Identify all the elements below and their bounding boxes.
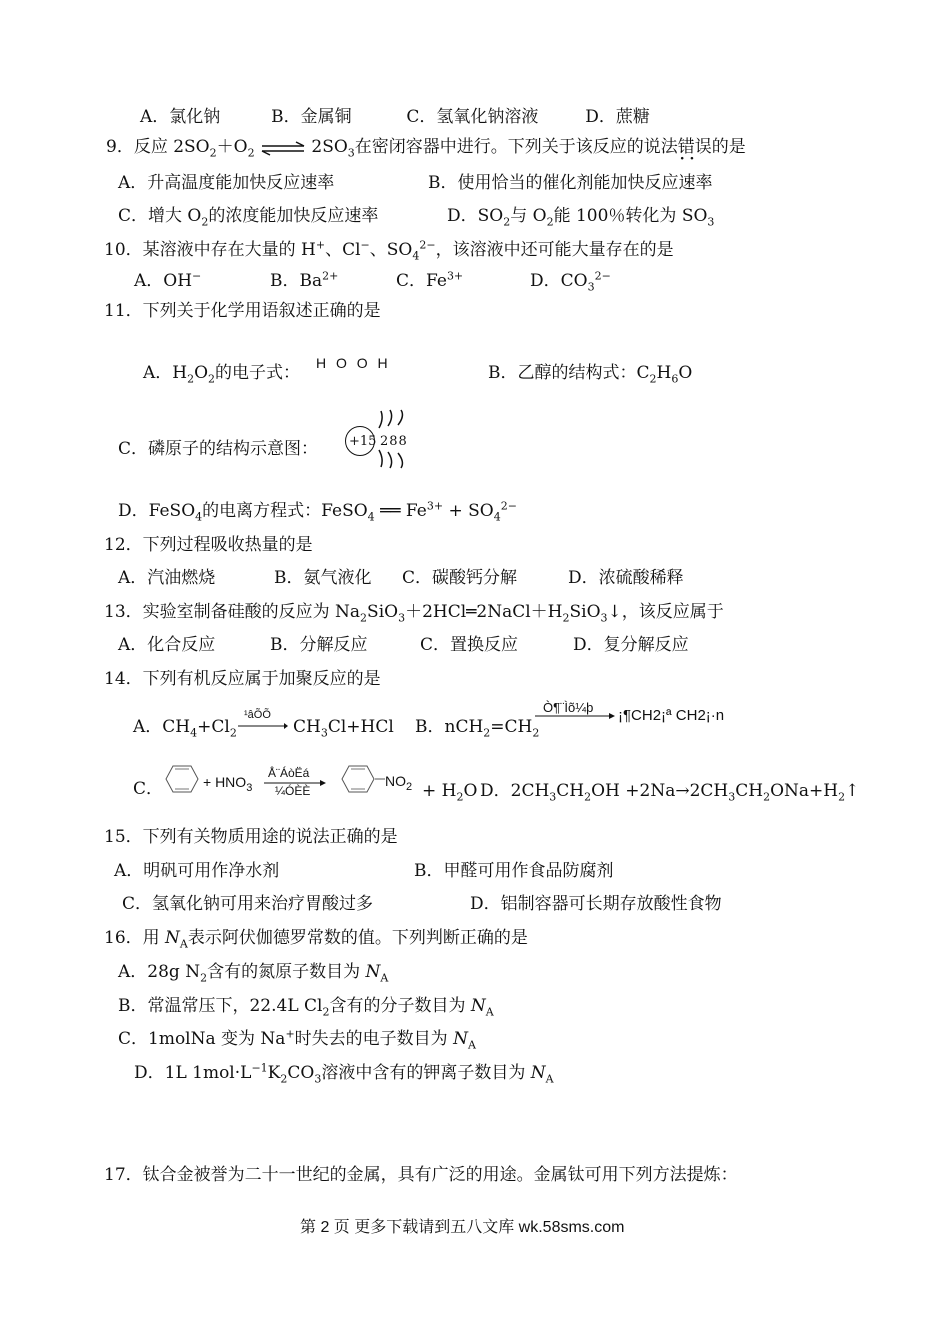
q14-c-arrow-top: Å¨ÁòËá — [268, 766, 310, 780]
nucleus-charge: +15 — [349, 434, 377, 449]
q13-option-a: A．化合反应 — [118, 635, 216, 655]
q10-option-c: C．$Fe^{3+}$ — [396, 269, 464, 291]
q9-option-b: B．使用恰当的催化剂能加快反应速率 — [428, 173, 713, 193]
q14-a-product: $CH_3Cl+HCl$ — [293, 717, 394, 740]
q8-option-a: A．氯化钠 — [140, 107, 221, 127]
q8-option-b: B．金属铜 — [271, 107, 352, 127]
q8-option-d: D．蔗糖 — [585, 107, 650, 127]
q10-stem: 10．某溶液中存在大量的 H+、Cl−、$SO_4^{2-}$，该溶液中还可能大量存在的是 — [104, 238, 674, 263]
q14-b-arrow-label: Ò¶¨Ìõ¼þ — [543, 700, 594, 715]
q12-option-b: B．氨气液化 — [274, 568, 372, 588]
q10-option-b: B．$Ba^{2+}$ — [270, 269, 339, 291]
q11-stem: 11．下列关于化学用语叙述正确的是 — [104, 301, 381, 321]
q12-option-a: A．汽油燃烧 — [118, 568, 216, 588]
q11-option-b: B．乙醇的结构式：$C_2H_6O$ — [488, 363, 693, 386]
benzene-ring-icon — [165, 765, 199, 793]
q12-option-c: C．碳酸钙分解 — [402, 568, 518, 588]
electron-shells: 288 — [380, 434, 408, 449]
q15-stem: 15．下列有关物质用途的说法正确的是 — [104, 827, 398, 847]
q9-stem: 9．反应 $2SO_2+O_2$ $2SO_3$在密闭容器中进行。下列关于该反应的说法错误 · ·的是 — [106, 136, 746, 158]
page-footer: 第 2 页 更多下载请到五八文库 wk.58sms.com — [300, 1219, 625, 1236]
q12-option-d: D．浓硫酸稀释 — [568, 568, 684, 588]
q16-option-c: C．1molNa 变为 Na+时失去的电子数目为 $N_A$ — [118, 1027, 476, 1052]
bond-line-icon — [375, 777, 385, 781]
q13-option-d: D．复分解反应 — [573, 635, 689, 655]
q11-option-a: A．$H_2O_2$的电子式： — [143, 363, 301, 386]
q14-option-a: A．$CH_4+Cl_2$ — [133, 717, 237, 740]
q13-option-c: C．置换反应 — [420, 635, 519, 655]
q15-option-b: B．甲醛可用作食品防腐剂 — [414, 861, 614, 881]
q14-option-d: D．$2CH_3CH_2OH$ $+2Na\to 2CH_3CH_2ONa+H_2↑$ — [480, 781, 860, 804]
q16-stem: 16．用 $N_A$表示阿伏伽德罗常数的值。下列判断正确的是 — [104, 928, 528, 951]
h2o2-electron-formula: H O O H — [316, 355, 391, 371]
q14-option-b: B．$nCH_2=CH_2$ — [415, 717, 540, 740]
q14-a-arrow-label: ¹âÕÕ — [244, 709, 271, 721]
q14-option-c-label: C． — [133, 779, 164, 799]
q14-b-product: ¡¶CH2¡ª CH2¡·n — [618, 707, 725, 724]
q14-c-arrow-bottom: ¼ÓÈÈ — [275, 784, 311, 798]
q16-option-b: B．常温常压下，22.4L $Cl_2$含有的分子数目为 $N_A$ — [118, 996, 494, 1019]
q14-c-reagent: + $HNO_3$ — [203, 774, 253, 794]
q10-option-d: D．$CO_3^{2-}$ — [530, 269, 611, 294]
q13-stem: 13．实验室制备硅酸的反应为 $Na_2SiO_3+2HCl═2NaCl+H_2SiO_3↓$，该反应属于 — [104, 602, 724, 625]
q15-option-a: A．明矾可用作净水剂 — [114, 861, 280, 881]
q8-option-c: C．氢氧化钠溶液 — [406, 107, 539, 127]
q9-option-c: C．增大 $O_2$的浓度能加快反应速率 — [118, 206, 379, 229]
q14-c-water: + $H_2O$ — [422, 781, 478, 804]
q11-option-c: C．磷原子的结构示意图： — [118, 439, 319, 459]
q9-option-d: D．$SO_2$与 $O_2$能 100％转化为 $SO_3$ — [447, 206, 715, 229]
q14-stem: 14．下列有机反应属于加聚反应的是 — [104, 669, 381, 689]
benzene-ring-icon — [341, 765, 375, 793]
q14-c-product: $NO_2$ — [385, 773, 413, 793]
q15-option-c: C．氢氧化钠可用来治疗胃酸过多 — [122, 894, 374, 914]
q10-option-a: A．OH− — [134, 269, 202, 291]
q9-option-a: A．升高温度能加快反应速率 — [118, 173, 335, 193]
q16-option-d: D．1L $1mol\cdot L^{-1}K_2CO_3$溶液中含有的钾离子数目为 $N_A$ — [134, 1061, 554, 1086]
shell-arcs-icon — [375, 410, 415, 470]
q8-options — [140, 106, 650, 128]
q15-option-d: D．铝制容器可长期存放酸性食物 — [470, 894, 722, 914]
q11-option-d: D．FeSO$_4$的电离方程式：FeSO$_4$ ══ $Fe^{3+} + SO_4^{2-}$ — [118, 499, 517, 524]
equilibrium-arrow-icon — [260, 141, 306, 155]
q13-option-b: B．分解反应 — [270, 635, 368, 655]
q16-option-a: A．28g $N_2$含有的氮原子数目为 $N_A$ — [118, 962, 389, 985]
emphasis-text: 错误 · · — [678, 136, 712, 158]
reaction-arrow-icon — [238, 722, 288, 730]
q12-stem: 12．下列过程吸收热量的是 — [104, 535, 313, 555]
q17-stem: 17．钛合金被誉为二十一世纪的金属，具有广泛的用途。金属钛可用下列方法提炼： — [104, 1165, 738, 1185]
reaction-arrow-icon — [535, 712, 615, 720]
